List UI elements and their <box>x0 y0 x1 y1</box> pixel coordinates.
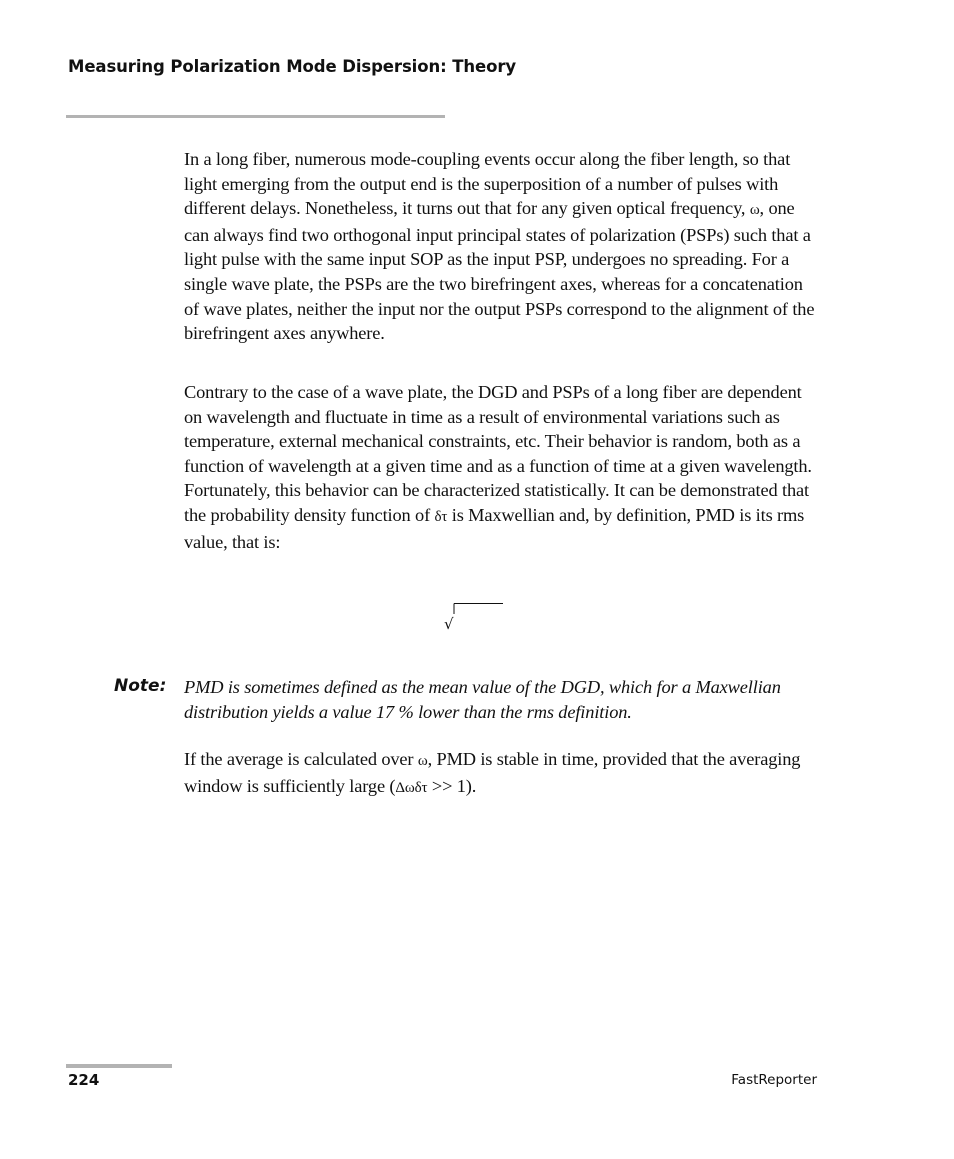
paragraph-psp-text-1: In a long fiber, numerous mode-coupling events occur along the fiber length, so that light emerging from the output end is the superposition of a number of pulses with different delays. Nonetheless, it turns out that for any given optical frequency, <box>184 149 791 219</box>
paragraph-dgd-text-1: Contrary to the case of a wave plate, the DGD and PSPs of a long fiber are dependent on wavelength and fluctuate in time as a result of environmental variations such as temperature, external mechanical constraints, etc. Their behavior is random, both as a function of wavelength at a given time and as a function of time at a given wavelength. Fortunately, this behavior can be characterized statistically. It can be demonstrated that the probability density function of <box>184 382 812 525</box>
paragraph-averaging-text-1: If the average is calculated over <box>184 749 418 769</box>
header-rule <box>66 115 445 118</box>
paragraph-averaging <box>184 747 818 800</box>
pmd-formula <box>443 601 505 633</box>
omega-symbol-2: ω <box>417 753 428 769</box>
page-number: 224 <box>68 1071 100 1089</box>
paragraph-dgd <box>184 380 818 554</box>
footer-product-name: FastReporter <box>731 1072 817 1088</box>
paragraph-averaging-text-2: , PMD is stable in time, provided that the averaging window is sufficiently large ( <box>184 749 801 796</box>
condition-symbols: Δωδτ <box>395 779 428 796</box>
delta-tau-symbol: δτ <box>434 508 448 525</box>
formula-root-sign: √ <box>444 615 454 633</box>
omega-symbol: ω <box>749 202 760 219</box>
paragraph-dgd-text-2: is Maxwellian and, by definition, PMD is its rms value, that is: <box>184 504 805 552</box>
chapter-title: Measuring Polarization Mode Dispersion: Theory <box>68 57 517 76</box>
paragraph-psp-text-2: , one can always find two orthogonal input principal states of polarization (PSPs) such that a light pulse with the same input SOP as the input PSP, undergoes no spreading. For a single wave plate, the PSPs are the two birefringent axes, whereas for a concatenation of wave plates, neither the input nor the output PSPs correspond to the alignment of the birefringent axes anywhere. <box>184 198 815 344</box>
note-text: PMD is sometimes defined as the mean value of the DGD, which for a Maxwellian distribution yields a value 17 % lower than the rms definition. <box>184 677 781 722</box>
note-label: Note: <box>114 676 167 696</box>
footer-rule <box>66 1064 172 1068</box>
paragraph-psp <box>184 147 818 346</box>
paragraph-averaging-text-3: >> 1). <box>427 775 477 796</box>
